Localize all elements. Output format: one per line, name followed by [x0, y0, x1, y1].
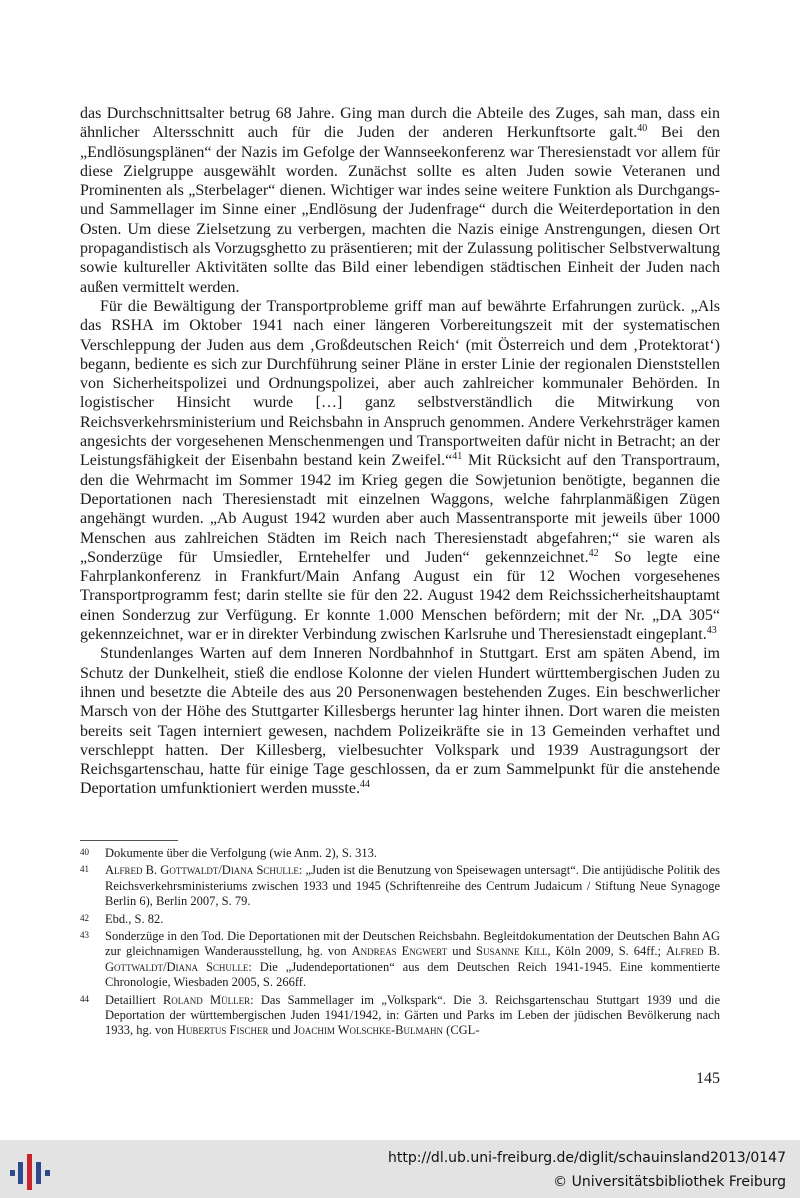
footnote-number: 42 [80, 912, 89, 923]
paragraph-text: Für die Bewältigung der Transportprobleme griff man auf bewährte Erfahrungen zurück. „Als das RSHA im Oktober 1941 nach einer längeren Vorbereitungszeit mit der systematischen Verschleppung der Juden aus dem ‚Großdeutschen Reich‘ (mit Österreich und dem ‚Protektorat‘) begann, bediente es sich zur Durchführung seiner Pläne in erster Linie der regionalen Dienststellen von Sicherheitspolizei und Ordnungspolizei, aber auch zahlreicher kommunaler Behörden. In logistischer Hinsicht wurde […] ganz selbstverständlich die Mitwirkung von Reichsverkehrsministerium und Reichsbahn in Anspruch genommen. Andere Verkehrsträger kamen angesichts der vorgesehenen Menschenmengen und Transportweiten dafür nicht in Betracht; an der Leistungsfähigkeit der Eisenbahn bestand kein Zweifel.“ [80, 297, 720, 470]
citation-text: , Köln 2009, S. 64ff.; [547, 944, 667, 959]
footnote-text [105, 929, 720, 991]
footnote-42 [80, 912, 720, 927]
footnote-44 [80, 993, 720, 1039]
footnote-40 [80, 846, 720, 861]
paragraph-1 [80, 104, 720, 297]
page-number: 145 [696, 1070, 720, 1087]
viewer-footer [0, 1140, 800, 1198]
paragraph-text: So legte eine Fahrplankonferenz in Frankfurt/Main Anfang August ein für 12 Wochen vorgesehenes Transportprogramm fest; darin stellte sie für den 22. August 1942 dem Reichssicherheitshauptamt einen Sonderzug zur Verfügung. Er konnte 1.000 Menschen befördern; mit der Nr. „DA 305“ gekennzeichnet, war er in direkter Verbindung zwischen Karlsruhe und Theresienstadt eingeplant. [80, 548, 721, 644]
author-name: Andreas Engwert [351, 944, 448, 959]
footnote-divider [80, 840, 178, 841]
footnote-text: Ebd., S. 82. [105, 911, 164, 926]
university-logo-icon [8, 1148, 54, 1192]
footnote-number: 44 [80, 993, 89, 1004]
footnote-ref-41[interactable]: 41 [452, 451, 463, 463]
footnote-text [105, 863, 720, 909]
author-name: Hubertus Fischer [176, 1023, 269, 1038]
author-name: Alfred B. Gottwaldt/Diana Schulle [105, 944, 721, 974]
footnote-ref-42[interactable]: 42 [588, 547, 599, 559]
paragraph-text: das Durchschnittsalter betrug 68 Jahre. Ging man durch die Abteile des Zuges, sah man, dass ein ähnlicher Altersschnitt auch für die Juden der anderen Herkunftsorte galt. [80, 105, 720, 142]
paragraph-text: Bei den „Endlösungsplänen“ der Nazis im Gefolge der Wannseekonferenz war Theresienstadt vor allem für diese Zielgruppe ausgewählt worden. Zunächst sollte es alten Juden sowie Veteranen und Prominenten als „Sterbelager“ dienen. Wichtiger war indes seine weitere Funktion als Durchgangs- und Sammellager im Sinne einer „Endlösung der Judenfrage“ durch die Weiterdeportation in den Osten. Um diese Zielsetzung zu verbergen, machten die Nazis einige Anstrengungen, diesen Ort propagandistisch als Vorzugsghetto zu präsentieren; mit der Zulassung politischer Selbstverwaltung sowie kultureller Aktivitäten sollte das Bild einer lebendigen städtischen Einheit der Juden nach außen vermittelt werden. [80, 124, 720, 296]
paragraph-3 [80, 644, 720, 798]
footnote-number: 43 [80, 930, 89, 941]
paragraph-2 [80, 297, 720, 644]
footnote-43 [80, 929, 720, 991]
citation-text: : Das Sammellager im „Volkspark“. Die 3. Reichsgartenschau Stuttgart 1939 und die Deportation der württembergischen Juden 1941/1942, in: Gärten und Parks im Leben der jüdischen Bevölkerung nach 1933, hg. von [105, 992, 720, 1038]
citation-text: : „Juden ist die Benutzung von Speisewagen untersagt“. Die antijüdische Politik des Reichsverkehrsministeriums zwischen 1933 und 1945 (Schriftenreihe des Centrum Judaicum / Stiftung Neue Synagoge Berlin 6), Berlin 2007, S. 79. [105, 863, 720, 909]
author-name: Alfred B. Gottwaldt/Diana Schulle [105, 863, 299, 878]
author-name: Joachim Wolschke-Bulmahn [293, 1023, 444, 1038]
author-name: Roland Müller [162, 992, 251, 1007]
paragraph-text: Stundenlanges Warten auf dem Inneren Nordbahnhof in Stuttgart. Erst am späten Abend, im Schutz der Dunkelheit, stieß die endlose Kolonne der vielen Hundert württembergischen Juden zu ihnen und besetzte die Abteile des aus 20 Personenwagen bestehenden Zuges. Ein beschwerlicher Marsch von der Höhe des Stuttgarter Killesbergs herunter lag hinter ihnen. Dort waren die meisten bereits seit Tagen interniert gewesen, nachdem Polizeikräfte sie in 13 Gemeinden verhaftet und verschleppt hatten. Der Killesberg, vielbesuchter Volkspark und 1939 Austragungsort der Reichsgartenschau, hatte für einige Tage geschlossen, da er zum Sammelpunkt für die anstehende Deportation umfunktioniert werden musste. [80, 645, 720, 798]
copyright-text: © Universitätsbibliothek Freiburg [553, 1174, 786, 1190]
footnotes [80, 846, 720, 1041]
footnote-ref-43[interactable]: 43 [706, 625, 717, 637]
footnote-number: 41 [80, 864, 89, 875]
citation-text: Detailliert [105, 992, 163, 1007]
footnote-text [105, 993, 720, 1039]
footnote-number: 40 [80, 847, 89, 857]
author-name: Susanne Kill [476, 944, 548, 959]
citation-text: (CGL- [443, 1023, 480, 1038]
footnote-41 [80, 863, 720, 909]
citation-text: und [268, 1023, 294, 1038]
footnote-text: Dokumente über die Verfolgung (wie Anm. 2), S. 313. [105, 846, 377, 860]
paragraph-text: Mit Rücksicht auf den Transportraum, den die Wehrmacht im Sommer 1942 im Krieg gegen die Sowjetunion benötigte, begannen die Deportationen nach Theresienstadt mit einzelnen Waggons, welche fahrplanmäßigen Zügen angehängt wurden. „Ab August 1942 wurden aber auch Massentransporte mit jeweils über 1000 Menschen aus zahlreichen Städten im Reich nach Theresienstadt abgefahren;“ sie waren als „Sonderzüge für Umsiedler, Erntehelfer und Juden“ gekennzeichnet. [80, 452, 720, 566]
body-text [80, 104, 720, 799]
permalink-url[interactable]: http://dl.ub.uni-freiburg.de/diglit/schauinsland2013/0147 [388, 1150, 786, 1166]
footnote-ref-44[interactable]: 44 [359, 779, 370, 791]
citation-text: Sonderzüge in den Tod. Die Deportationen mit der Deutschen Reichsbahn. Begleitdokumentation der Deutschen Bahn AG zur gleichnamigen Wanderausstellung, hg. von [105, 929, 720, 959]
footnote-ref-40[interactable]: 40 [637, 123, 648, 135]
citation-text: : Die „Judendeportationen“ aus dem Deutschen Reich 1941-1945. Eine kommentierte Chronologie, Wiesbaden 2005, S. 266ff. [105, 959, 720, 990]
citation-text: und [447, 944, 476, 959]
